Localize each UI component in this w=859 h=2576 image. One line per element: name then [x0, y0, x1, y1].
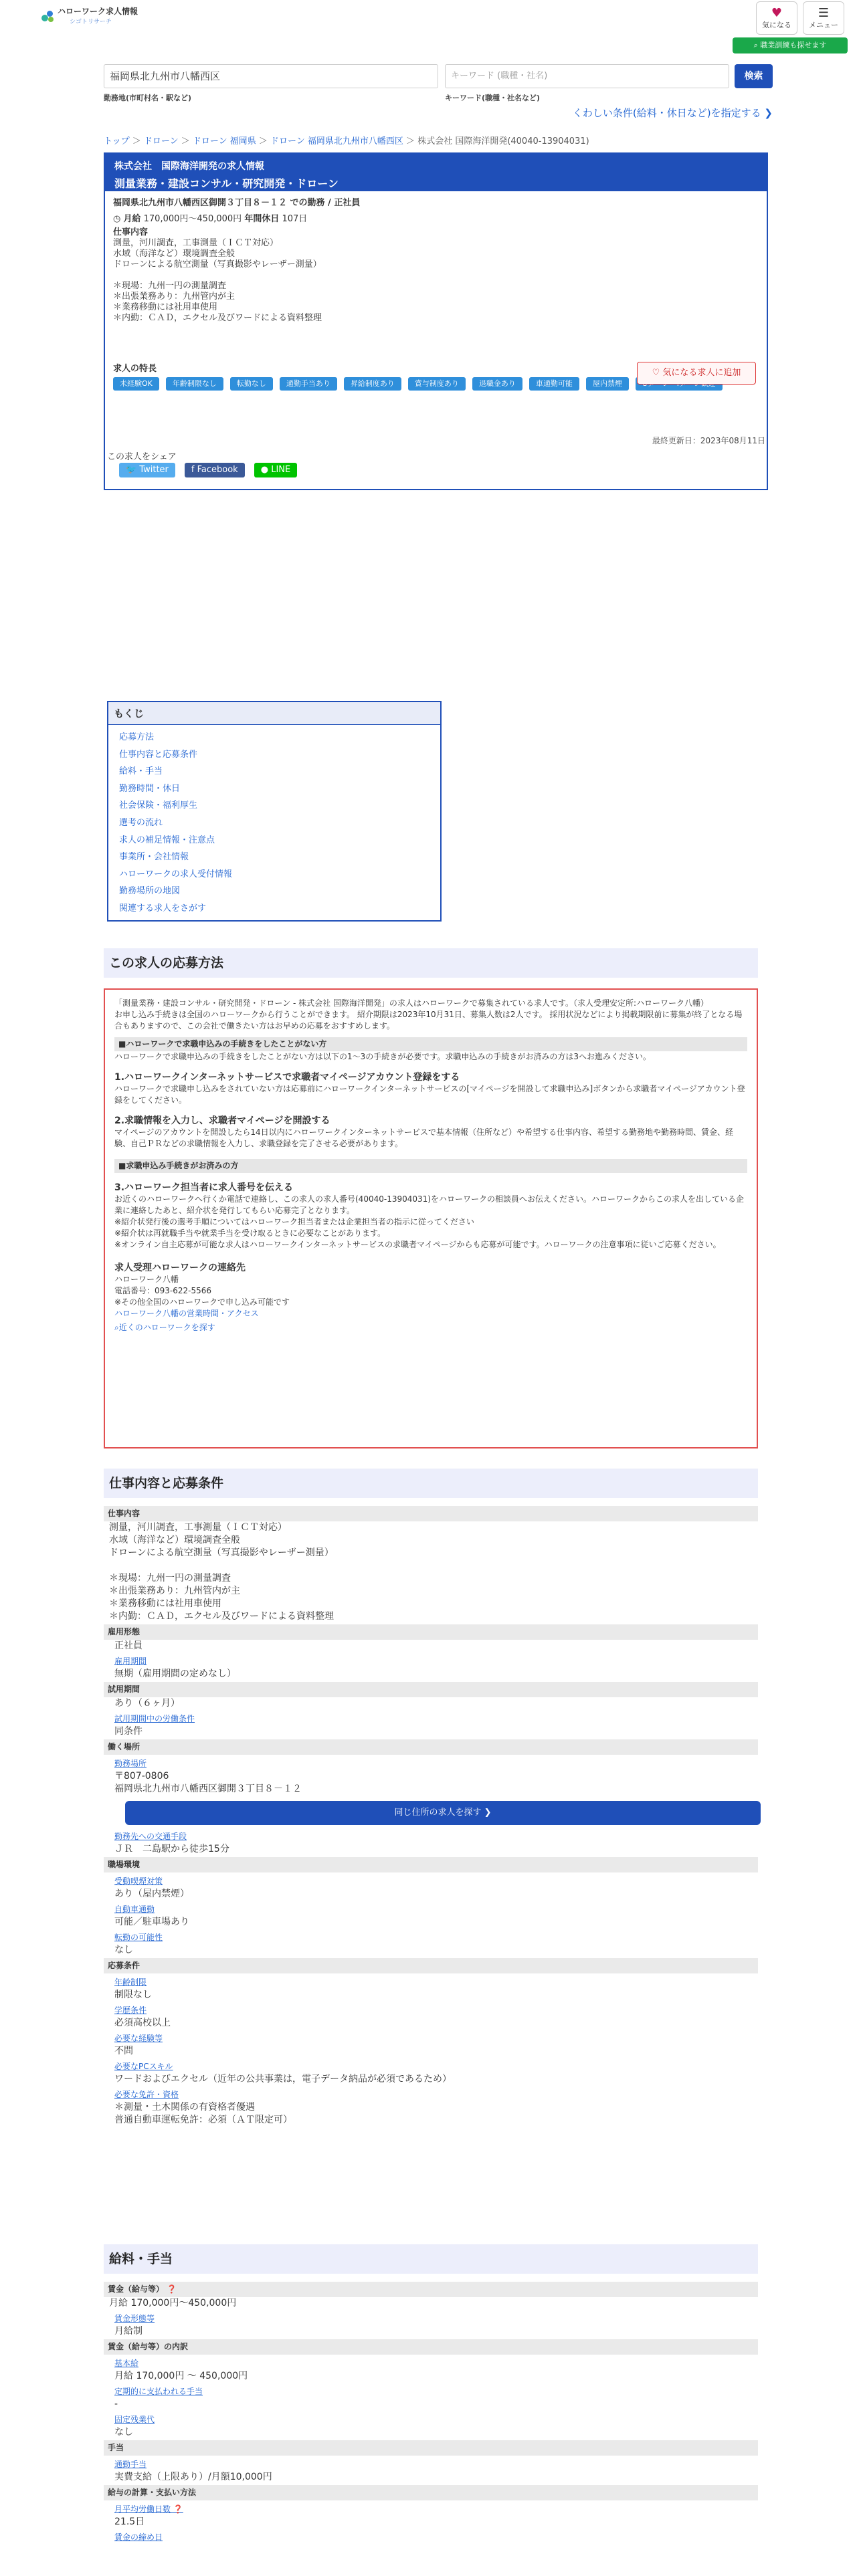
sub-label[interactable]: 学歴条件 — [114, 2006, 147, 2015]
toc-item[interactable]: ハローワークの求人受付情報 — [119, 869, 233, 879]
feature-tag[interactable]: 退職金あり — [472, 377, 522, 391]
sub-label[interactable]: 必要な免許・資格 — [114, 2090, 179, 2099]
heart-outline-icon: ♡ — [652, 368, 663, 378]
same-address-button[interactable] — [125, 1801, 761, 1825]
group-heading: ■求職申込み手続きがお済みの方 — [114, 1159, 747, 1173]
wage-value: 月給 170,000円〜450,000円 — [109, 2298, 237, 2309]
work-line: 水域（海洋など）環境調査全般 — [109, 1535, 240, 1545]
work-line: ドローンによる航空測量（写真撮影やレーザー測量） — [109, 1547, 334, 1558]
work-line: ＊業務移動には社用車使用 — [109, 1598, 221, 1609]
near-office-link[interactable] — [114, 1322, 747, 1333]
trial-value: あり（６ヶ月） — [114, 1698, 180, 1709]
toc-item[interactable]: 勤務時間・休日 — [119, 783, 181, 794]
breadcrumb-top[interactable]: トップ — [104, 136, 130, 146]
line-icon: ● — [260, 465, 272, 475]
chevron-right-icon: ❯ — [764, 107, 773, 119]
period-value: 無期（雇用期間の定めなし） — [114, 1669, 236, 1679]
help-icon[interactable]: ❓ — [173, 2504, 183, 2514]
work-line: ＊出張業務あり：九州管内が主 — [109, 1586, 240, 1596]
job-header — [105, 154, 767, 191]
days-label: 月平均労働日数 — [114, 2504, 171, 2514]
commute-value: 実費支給（上限あり）/月額10,000円 — [114, 2472, 272, 2482]
keyword-label: キーワード(職種・社名など) — [445, 94, 541, 102]
step-heading: 3.ハローワーク担当者に求人番号を伝える — [114, 1182, 294, 1193]
sub-label[interactable] — [104, 2503, 758, 2516]
zip-value: 〒807-0806 — [114, 1771, 169, 1782]
conditions-section-heading: 仕事内容と応募条件 — [104, 1469, 758, 1498]
training-search-button[interactable] — [733, 37, 848, 53]
address-value: 福岡県北九州市八幡西区御開３丁目８－１２ — [114, 1784, 302, 1794]
conditions-table — [104, 1505, 758, 2127]
step-heading: 2.求職情報を入力し、求職者マイページを開設する — [114, 1115, 330, 1126]
employ-value: 正社員 — [114, 1640, 142, 1651]
search-button[interactable]: 検索 — [735, 64, 773, 88]
sub-label[interactable]: 通勤手当 — [114, 2460, 147, 2469]
line-label: LINE — [271, 465, 291, 475]
sub-label[interactable]: 基本給 — [114, 2359, 139, 2368]
work-label: 仕事内容 — [113, 227, 149, 237]
toc-item[interactable]: 応募方法 — [119, 732, 155, 742]
work-line: ＊業務移動には社用車使用 — [113, 302, 218, 312]
contact-note: ※その他全国のハローワークで申し込み可能です — [114, 1297, 290, 1307]
toc-item[interactable]: 求人の補足情報・注意点 — [119, 835, 215, 845]
license-value: ＊測量・土木関係の有資格者優遇 — [114, 2102, 255, 2113]
twitter-share-button[interactable] — [119, 463, 175, 477]
chevron-right-icon: ❯ — [484, 1808, 492, 1818]
sub-label[interactable]: 賃金形態等 — [114, 2314, 155, 2323]
feature-tag[interactable]: 屋内禁煙 — [586, 377, 629, 391]
fixed-value: - — [114, 2399, 118, 2409]
row-heading: 雇用形態 — [104, 1624, 758, 1640]
hamburger-icon: ☰ — [818, 6, 830, 20]
heart-icon: ♥ — [771, 6, 783, 20]
sub-label[interactable]: 勤務先への交通手段 — [114, 1832, 187, 1841]
location-input[interactable]: 福岡県北九州市八幡西区 — [104, 64, 438, 88]
work-line: 測量，河川調査，工事測量（ＩＣＴ対応） — [109, 1522, 287, 1533]
twitter-label: Twitter — [139, 465, 169, 475]
work-line: 測量，河川調査，工事測量（ＩＣＴ対応） — [113, 238, 279, 248]
search-icon: ⌕ — [114, 1323, 119, 1332]
apply-intro-2: お申し込み手続きは全国のハローワークから行うことができます。 紹介期限は2023年10月31日、募集人数は2人です。 採用状況などにより掲載期限前に募集が終了となる場合もありますので、この会社で働きたい方はお早めの応募をおすすめします。 — [114, 1010, 743, 1031]
sub-label[interactable]: 雇用期間 — [114, 1656, 147, 1666]
step-text: お近くのハローワークへ行くか電話で連絡し、この求人の求人番号(40040-13904031)をハローワークの相談員へお伝えください。ハローワークからこの求人を出している企業に連絡したあと、紹介状を発行してもらい応募完了となります。 — [114, 1194, 744, 1215]
license-value: 普通自動車運転免許：必須（ＡＴ限定可） — [114, 2115, 292, 2125]
menu-label: メニュー — [809, 21, 838, 29]
ot-value: なし — [114, 2427, 133, 2438]
sub-label[interactable]: 必要なPCスキル — [114, 2062, 173, 2071]
salary-prefix: 月給 — [123, 214, 141, 224]
feature-tag[interactable]: 転勤なし — [230, 377, 273, 391]
exp-value: 不問 — [114, 2046, 133, 2056]
car-value: 可能／駐車場あり — [114, 1917, 189, 1927]
feature-tag[interactable]: 年齢制限なし — [166, 377, 223, 391]
breadcrumb-drone-fukuoka[interactable]: ドローン 福岡県 — [192, 136, 256, 146]
row-heading: 職場環境 — [104, 1857, 758, 1872]
near-office-label: 近くのハローワークを探す — [118, 1323, 215, 1332]
clock-icon: ◷ — [113, 214, 121, 224]
smoke-value: あり（屋内禁煙） — [114, 1889, 189, 1899]
table-of-contents — [107, 701, 442, 922]
work-line: ＊内勤：ＣＡＤ，エクセル及びワードによる資料整理 — [113, 313, 322, 323]
row-heading: 応募条件 — [104, 1958, 758, 1973]
sub-label[interactable]: 賃金の締め日 — [114, 2533, 163, 2542]
row-heading: 手当 — [104, 2440, 758, 2456]
facebook-icon: f — [191, 465, 197, 475]
work-line: ＊現場：九州一円の測量調査 — [113, 281, 227, 291]
pay-section-heading: 給料・手当 — [104, 2244, 758, 2274]
row-heading — [104, 2282, 758, 2297]
add-favorite-button[interactable] — [637, 362, 756, 385]
feature-tag[interactable]: 通勤手当あり — [280, 377, 337, 391]
step-heading: 1.ハローワークインターネットサービスで求職者マイページアカウント登録をする — [114, 1072, 460, 1083]
group-text: ハローワークで求職申込みの手続きをしたことがない方は以下の1～3の手続きが必要です。求職申込みの手続きがお済みの方は3へお進みください。 — [114, 1052, 651, 1061]
search-icon: ⌕ — [753, 41, 761, 49]
feature-tag[interactable]: 賞与制度あり — [408, 377, 466, 391]
toc-item[interactable]: 社会保険・福利厚生 — [119, 800, 198, 811]
detail-search-link[interactable] — [573, 106, 773, 120]
line-share-button[interactable] — [254, 463, 298, 477]
site-logo[interactable] — [40, 5, 138, 25]
toc-title: もくじ — [108, 702, 440, 725]
step-text: マイページのアカウントを開設したら14日以内にハローワークインターネットサービスで基本情報（住所など）や希望する仕事内容、希望する勤務地や勤務時間、賃金、経験、自己ＰＲなどの求職情報を入力し、求職登録を完了させる必要があります。 — [114, 1128, 733, 1148]
feature-tag[interactable]: 未経験OK — [113, 377, 159, 391]
sub-label[interactable]: 自動車通勤 — [114, 1905, 155, 1914]
work-line: ドローンによる航空測量（写真撮影やレーザー測量） — [113, 259, 322, 270]
work-line: ＊現場：九州一円の測量調査 — [109, 1573, 231, 1584]
days-value: 21.5日 — [114, 2516, 145, 2527]
favorites-button[interactable] — [756, 1, 797, 35]
add-favorite-label: 気になる求人に追加 — [662, 368, 741, 378]
breadcrumb-current: 株式会社 国際海洋開発(40040-13904031) — [417, 136, 589, 146]
sub-label[interactable]: 必要な経験等 — [114, 2034, 163, 2043]
job-salary-line — [113, 214, 759, 225]
row-heading: 賃金（給与等）の内訳 — [104, 2339, 758, 2355]
detail-search-label: くわしい条件(給料・休日など)を指定する — [572, 107, 761, 119]
holiday-label: 年間休日 — [244, 214, 280, 224]
sub-label[interactable]: 受動喫煙対策 — [114, 1876, 163, 1886]
step-note: ※紹介状発行後の選考手順についてはハローワーク担当者または企業担当者の指示に従ってください — [114, 1217, 474, 1226]
edu-value: 必須高校以上 — [114, 2018, 171, 2028]
menu-button[interactable] — [803, 1, 844, 35]
facebook-label: Facebook — [197, 465, 238, 475]
transfer-value: なし — [114, 1945, 133, 1955]
contact-tel: 電話番号：093-622-5566 — [114, 1286, 212, 1295]
location-label: 勤務地(市町村名・駅など) — [104, 94, 192, 102]
toc-item[interactable]: 仕事内容と応募条件 — [119, 749, 198, 760]
apply-method-box — [104, 988, 758, 1448]
favorites-label: 気になる — [762, 21, 791, 29]
feature-tag[interactable]: 車通勤可能 — [529, 377, 579, 391]
share-buttons — [119, 463, 297, 477]
job-title: 測量業務・建設コンサル・研究開発・ドローン — [114, 177, 339, 190]
logo-subtitle: シゴトリサーチ — [70, 19, 112, 25]
work-line: 水域（海洋など）環境調査全般 — [113, 249, 235, 259]
pc-value: ワードおよびエクセル（近年の公共事業は，電子データ納品が必須であるため） — [114, 2074, 452, 2084]
same-address-label: 同じ住所の求人を探す — [394, 1808, 482, 1818]
row-heading: 給与の計算・支払い方法 — [104, 2485, 758, 2500]
sub-label[interactable]: 固定残業代 — [114, 2415, 155, 2424]
work-line: ＊出張業務あり：九州管内が主 — [113, 292, 235, 302]
age-value: 制限なし — [114, 1990, 152, 2000]
toc-item[interactable]: 勤務場所の地図 — [119, 886, 181, 897]
features-label: 求人の特長 — [113, 364, 157, 374]
logo-title: ハローワーク求人情報 — [58, 7, 138, 16]
row-heading: 仕事内容 — [104, 1506, 758, 1521]
access-value: ＪＲ 二島駅から徒歩15分 — [114, 1844, 229, 1854]
contact-heading: 求人受理ハローワークの連絡先 — [114, 1263, 246, 1273]
logo-icon — [40, 8, 55, 23]
help-icon[interactable]: ❓ — [167, 2284, 177, 2294]
apply-section-heading: この求人の応募方法 — [104, 948, 758, 978]
last-updated: 最終更新日：2023年08月11日 — [652, 436, 765, 445]
step-text: ハローワークで求職申し込みをされていない方は応募前にハローワークインターネットサービスの[マイページを開設して求職申込み]ボタンから求職者マイページアカウント登録をしてください。 — [114, 1084, 745, 1105]
facebook-share-button[interactable] — [185, 463, 245, 477]
group-heading: ■ハローワークで求職申込みの手続きをしたことがない方 — [114, 1037, 747, 1051]
feature-tag[interactable]: 昇給制度あり — [344, 377, 401, 391]
row-heading: 試用期間 — [104, 1682, 758, 1697]
site-header — [0, 0, 859, 60]
toc-item[interactable]: 事業所・会社情報 — [119, 852, 189, 863]
toc-item[interactable]: 選考の流れ — [119, 817, 163, 828]
sub-label[interactable]: 勤務場所 — [114, 1759, 147, 1768]
form-value: 月給制 — [114, 2326, 142, 2337]
share-label: この求人をシェア — [107, 452, 177, 462]
toc-item[interactable]: 給料・手当 — [119, 766, 163, 777]
job-place: 福岡県北九州市八幡西区御開３丁目８－１２ での勤務 / 正社員 — [113, 198, 361, 208]
breadcrumb-drone[interactable]: ドローン — [143, 136, 179, 146]
training-label: 職業訓練も探せます — [760, 41, 827, 49]
salary-value: 170,000円～450,000円 — [143, 214, 242, 224]
sub-label[interactable]: 定期的に支払われる手当 — [114, 2387, 203, 2396]
breadcrumb-drone-yahatanishi[interactable]: ドローン 福岡県北九州市八幡西区 — [270, 136, 403, 146]
holiday-value: 107日 — [282, 214, 308, 224]
step-note: ※オンライン自主応募が可能な求人はハローワークインターネットサービスの求職者マイページからも応募が可能です。ハローワークの注意事項に従いご応募ください。 — [114, 1240, 721, 1249]
row-heading: 働く場所 — [104, 1739, 758, 1755]
trial-cond-value: 同条件 — [114, 1726, 142, 1737]
apply-intro: 「測量業務・建設コンサル・研究開発・ドローン - 株式会社 国際海洋開発」の求人はハローワークで募集されている求人です。（求人受理安定所:ハローワーク八幡） — [114, 998, 709, 1008]
work-line: ＊内勤：ＣＡＤ，エクセル及びワードによる資料整理 — [109, 1611, 334, 1622]
breadcrumb: トップ ＞ ドローン ＞ ドローン 福岡県 ＞ ドローン 福岡県北九州市八幡西区 ＞ 株式会社 国際海洋開発(40040-13904031) — [104, 136, 589, 146]
wage-label: 賃金（給与等） — [108, 2284, 165, 2294]
base-value: 月給 170,000円 〜 450,000円 — [114, 2371, 248, 2381]
sub-label[interactable]: 転勤の可能性 — [114, 1933, 163, 1942]
contact-name: ハローワーク八幡 — [114, 1275, 179, 1284]
toc-item[interactable]: 関連する求人をさがす — [119, 903, 207, 914]
company-name: 株式会社 国際海洋開発の求人情報 — [114, 161, 264, 172]
sub-label[interactable]: 試用期間中の労働条件 — [114, 1714, 195, 1723]
sub-label[interactable]: 年齢制限 — [114, 1977, 147, 1987]
pay-table — [104, 2280, 758, 2544]
twitter-icon: 🐦 — [126, 465, 140, 475]
keyword-input[interactable]: キーワード (職種・社名) — [445, 64, 729, 88]
step-note: ※紹介状は再就職手当や就業手当を受け取るときに必要なことがあります。 — [114, 1228, 386, 1238]
office-access-link[interactable]: ハローワーク八幡の営業時間・アクセス — [114, 1309, 259, 1318]
